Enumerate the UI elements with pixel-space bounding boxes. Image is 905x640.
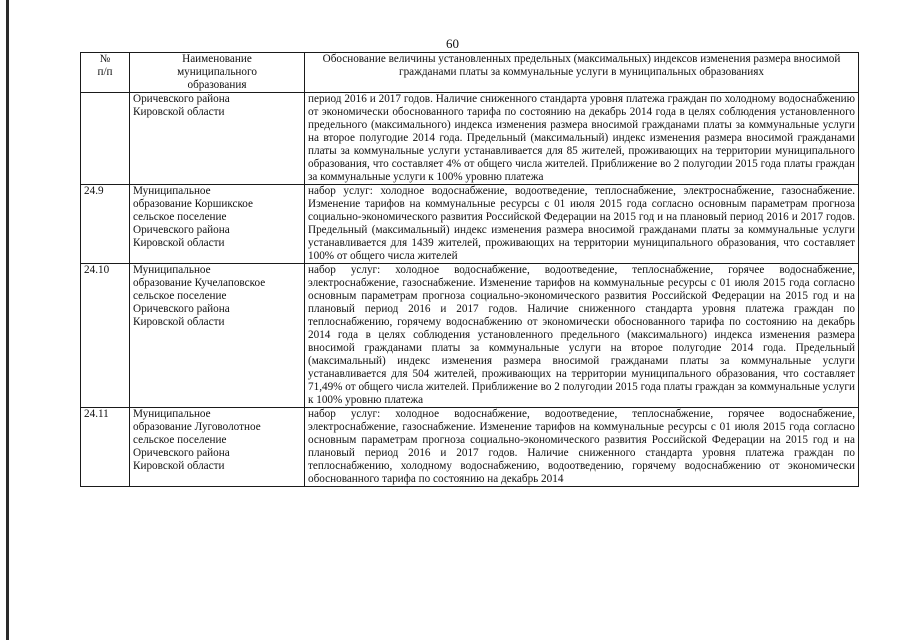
table-header-row <box>81 53 859 93</box>
row-justification-text: набор услуг: холодное водоснабжение, водоотведение, теплоснабжение, электроснабжение, газоснабжение. Изменение тарифов на коммунальные ресурсы с 01 июля 2015 года согласно основным параметрам прогноза социально-экономического развития Российской Федерации на 2015 год и на плановый период 2016 и 2017 годов. Предельный (максимальный) индекс изменения размера вносимой гражданами платы за коммунальные услуги устанавливается для 1439 жителей, проживающих на территории муниципального образования, что составляет 100% от общего числа жителей <box>305 185 859 264</box>
binding-edge-line <box>6 0 9 640</box>
row-municipality-name: Муниципальное образование Коршикское сельское поселение Оричевского района Кировской области <box>130 185 305 264</box>
table-row <box>81 264 859 408</box>
header-number-text: № п/п <box>97 53 113 78</box>
row-municipality-name: Муниципальное образование Луговолотное сельское поселение Оричевского района Кировской области <box>130 408 305 487</box>
row-justification-text: период 2016 и 2017 годов. Наличие сниженного стандарта уровня платежа граждан по холодному водоснабжению от экономически обоснованного тарифа по состоянию на декабрь 2014 года в целях соблюдения установленного предельного (максимального) индекса изменения размера вносимой гражданами платы за коммунальные услуги на второе полугодие 2014 года. Предельный (максимальный) индекс изменения размера вносимой гражданами платы за коммунальные услуги устанавливается для 85 жителей, проживающих на территории муниципального образования, что составляет 4% от общего числа жителей. Приближение во 2 полугодии 2015 года платы граждан за коммунальные услуги к 100% уровню платежа <box>305 93 859 185</box>
row-number: 24.10 <box>81 264 130 408</box>
row-justification-text: набор услуг: холодное водоснабжение, водоотведение, теплоснабжение, горячее водоснабжение, электроснабжение, газоснабжение. Изменение тарифов на коммунальные ресурсы с 01 июля 2015 года согласно основным параметрам прогноза социально-экономического развития Российской Федерации на 2015 год и на плановый период 2016 и 2017 годов. Наличие сниженного стандарта уровня платежа граждан по теплоснабжению, горячему водоснабжению от экономически обоснованного тарифа по состоянию на декабрь 2014 года в целях соблюдения установленного предельного (максимального) индекса изменения размера вносимой гражданами платы за коммунальные услуги на второе полугодие 2014 года. Предельный (максимальный) индекс изменения размера вносимой гражданами платы за коммунальные услуги устанавливается для 504 жителей, проживающих на территории муниципального образования, что составляет 71,49% от общего числа жителей. Приближение во 2 полугодии 2015 года платы граждан за коммунальные услуги к 100% уровню платежа <box>305 264 859 408</box>
tariff-index-table <box>80 52 859 487</box>
table-row <box>81 93 859 185</box>
header-justification: Обоснование величины установленных предельных (максимальных) индексов изменения размера вносимой гражданами платы за коммунальные услуги в муниципальных образованиях <box>305 53 859 93</box>
table-row <box>81 185 859 264</box>
table-row <box>81 408 859 487</box>
row-number: 24.11 <box>81 408 130 487</box>
header-number <box>81 53 130 93</box>
row-municipality-name: Оричевского района Кировской области <box>130 93 305 185</box>
table-body <box>81 93 859 487</box>
row-number <box>81 93 130 185</box>
header-municipality-text: Наименование муниципального образования <box>177 53 257 91</box>
row-number: 24.9 <box>81 185 130 264</box>
row-municipality-name: Муниципальное образование Кучелаповское сельское поселение Оричевского района Кировской области <box>130 264 305 408</box>
header-municipality <box>130 53 305 93</box>
page-number: 60 <box>446 36 459 51</box>
row-justification-text: набор услуг: холодное водоснабжение, водоотведение, теплоснабжение, горячее водоснабжение, электроснабжение, газоснабжение. Изменение тарифов на коммунальные ресурсы с 01 июля 2015 года согласно основным параметрам прогноза социально-экономического развития Российской Федерации на 2015 год и на плановый период 2016 и 2017 годов. Наличие сниженного стандарта уровня платежа граждан по теплоснабжению, холодному водоснабжению, водоотведению, горячему водоснабжению от экономически обоснованного тарифа по состоянию на декабрь 2014 <box>305 408 859 487</box>
